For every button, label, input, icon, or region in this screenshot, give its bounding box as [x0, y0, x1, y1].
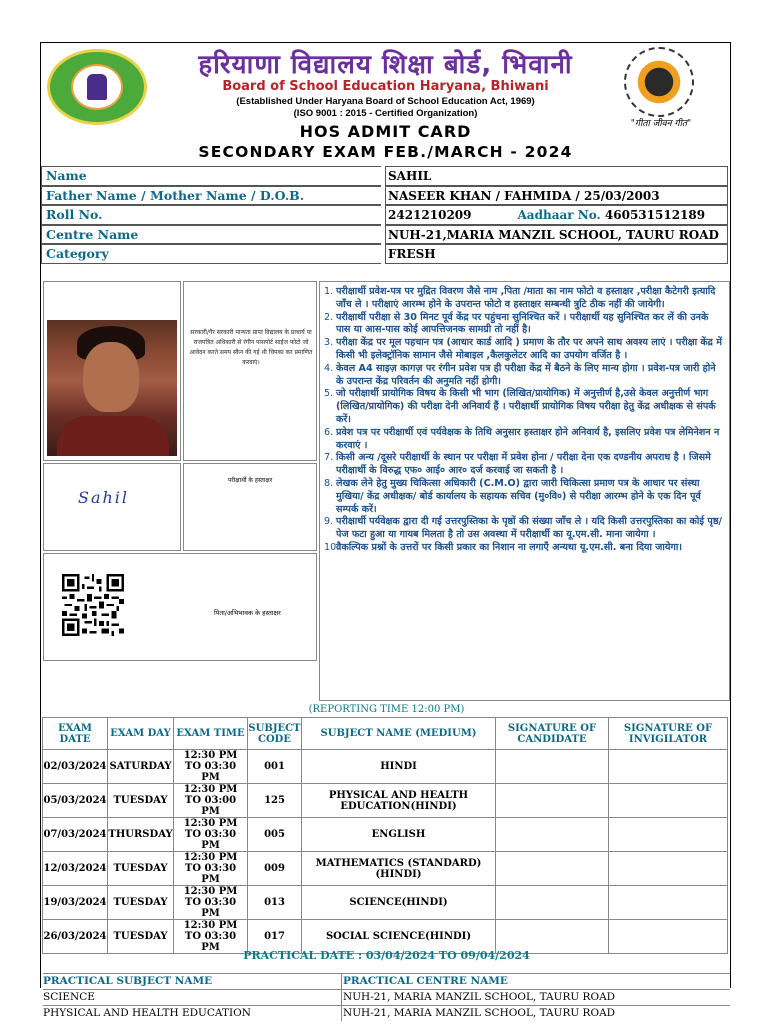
- practical-header-row: [43, 973, 730, 989]
- aadhaar-label: Aadhaar No.: [517, 208, 601, 222]
- photo-and-instructions: [43, 279, 730, 703]
- candidate-signature-box: [43, 463, 181, 551]
- exam-schedule-table: [42, 717, 728, 954]
- admit-card: [40, 42, 731, 1019]
- practical-table: [43, 973, 730, 1021]
- candidate-photo: [47, 320, 177, 456]
- instruction-item: 6. प्रवेश पत्र पर परीक्षार्थी एवं पर्यवेक्षक के तिथि अनुसार हस्ताक्षर होने अनिवार्य है, इसलिए प्रवेश पत्र लेमिनेशन न करवाएं ।: [324, 426, 720, 451]
- info-row-parents-dob: [41, 186, 732, 206]
- board-logo-icon: [47, 49, 147, 125]
- instruction-item: 2. परीक्षार्थी परीक्षा से 30 मिनट पूर्व केंद्र पर पहुंचना सुनिश्चित करें । परीक्षार्थी यह सुनिश्चित कर लें की उनके पास या आस-पास कोई आपत्तिजनक सामग्री तो नहीं है।: [324, 311, 709, 336]
- roll-value: 2421210209: [388, 208, 472, 222]
- table-row: SCIENCE NUH-21, MARIA MANZIL SCHOOL, TAURU ROAD: [43, 989, 730, 1005]
- roll-label: Roll No.: [41, 205, 381, 225]
- col-practical-subject: PRACTICAL SUBJECT NAME: [43, 973, 341, 989]
- instructions-list: [324, 286, 725, 555]
- col-invigilator-signature: SIGNATURE OF INVIGILATOR: [609, 718, 728, 750]
- examinee-signature-box: [183, 463, 317, 551]
- table-row: 02/03/2024 SATURDAY 12:30 PM TO 03:30 PM 001 HINDI: [43, 750, 728, 784]
- category-value: FRESH: [385, 244, 728, 264]
- info-row-centre: [41, 225, 732, 245]
- guardian-signature-label: पिता/अभिभावक के हस्ताक्षर: [214, 609, 281, 617]
- table-row: 07/03/2024 THURSDAY 12:30 PM TO 03:30 PM 005 ENGLISH: [43, 818, 728, 852]
- name-label: Name: [41, 166, 381, 186]
- parents-dob-value: NASEER KHAN / FAHMIDA / 25/03/2003: [385, 186, 728, 206]
- col-exam-date: EXAM DATE: [43, 718, 108, 750]
- instruction-item: 5. जो परीक्षार्थी प्रायोगिक विषय के किसी भी भाग (लिखित/प्रायोगिक) में अनुत्तीर्ण है,उसे केवल अनुत्तीर्ण भाग (लिखित/प्रायोगिक) की परीक्षा देनी अनिवार्य हैं । परीक्षार्थी प्रायोगिक विषय परीक्षा हेतु केंद्र अधीक्षक से संपर्क करें।: [324, 388, 716, 425]
- instruction-item: 8. लेखक लेने हेतु मुख्य चिकित्सा अधिकारी (C.M.O) द्वारा जारी चिकित्सा प्रमाण पत्र के आधार पर संस्था मुखिया/ केंद्र अधीक्षक/ बोर्ड कार्यालय के सहायक सचिव (मु०वि०) से परीक्षा आरम्भ होने के एक दिन पूर्व सम्पर्क करें।: [324, 477, 701, 515]
- name-value: SAHIL: [385, 166, 728, 186]
- iso-certification: (ISO 9001 : 2015 - Certified Organization): [293, 108, 478, 119]
- schedule-header-row: [43, 718, 728, 750]
- board-english-title: Board of School Education Haryana, Bhiwani: [222, 79, 549, 94]
- candidate-signature: Sahil: [78, 488, 130, 507]
- exam-title: SECONDARY EXAM FEB./MARCH - 2024: [198, 143, 573, 161]
- info-row-roll: [41, 205, 732, 225]
- instruction-item: 7. किसी अन्य /दूसरे परीक्षार्थी के स्थान पर परीक्षा में प्रवेश होना / परीक्षा देना एक दण्डनीय अपराध है । जिसमे परीक्षार्थी के विरुद्ध एफ० आई० आर० दर्ज करवाई जा सकती है ।: [324, 452, 711, 477]
- roll-aadhaar-value: [385, 205, 728, 225]
- col-subject-code: SUBJECT CODE: [248, 718, 302, 750]
- emblem-motto: "गीता जीवन गीत": [630, 119, 692, 129]
- instruction-item: 1. परीक्षार्थी प्रवेश-पत्र पर मुद्रित विवरण जैसे नाम ,पिता /माता का नाम फोटो व हस्ताक्षर ,परीक्षा कैटेगरी इत्यादि जाँच ले । परीक्षाएं आरम्भ होने के उपरान्त फोटो व हस्ताक्षर सम्बन्धी त्रुटि ठीक नहीं की जायेगी।: [324, 286, 716, 310]
- col-candidate-signature: SIGNATURE OF CANDIDATE: [496, 718, 609, 750]
- table-row: 12/03/2024 TUESDAY 12:30 PM TO 03:30 PM 009 MATHEMATICS (STANDARD) (HINDI): [43, 852, 728, 886]
- attestation-box: [183, 281, 317, 461]
- info-row-category: [41, 244, 732, 264]
- parents-dob-label: Father Name / Mother Name / D.O.B.: [41, 186, 381, 206]
- qr-box: [43, 553, 317, 661]
- instruction-item: 9. परीक्षार्थी पर्यवेक्षक द्वारा दी गई उत्तरपुस्तिका के पृष्ठों की संख्या जाँच ले । यदि किसी उत्तरपुस्तिका का कोई पृष्ठ/पेज फटा हुआ या गायब मिलता है तो उस अवस्था में परीक्षार्थी का यू.एम.सी. माना जायेगा ।: [324, 516, 723, 541]
- card-title: HOS ADMIT CARD: [299, 122, 472, 141]
- col-practical-centre: PRACTICAL CENTRE NAME: [341, 973, 730, 989]
- instruction-item: 4. केवल A4 साइज़ कागज़ पर रंगीन प्रवेश पत्र ही परीक्षा केंद्र में बैठने के लिए मान्य होगा । प्रवेश-पत्र जारी होने के उपरान्त केंद्र परिवर्तन की अनुमति नहीं होगी।: [324, 362, 716, 387]
- col-subject-name: SUBJECT NAME (MEDIUM): [302, 718, 496, 750]
- student-info: [41, 166, 732, 264]
- aadhaar-value: 460531512189: [604, 208, 706, 222]
- centre-value: NUH-21,MARIA MANZIL SCHOOL, TAURU ROAD: [385, 225, 728, 245]
- table-row: 05/03/2024 TUESDAY 12:30 PM TO 03:00 PM 125 PHYSICAL AND HEALTH EDUCATION(HINDI): [43, 784, 728, 818]
- attestation-note: सरकारी/गैर सरकारी मान्यता प्राप्त विद्यालय के प्राचार्य या राजपत्रित अधिकारी से रंगीन पासपोर्ट साईज फोटो जो आवेदन करते समय स्कैन की गई थी चिपका कर प्रमाणित करवाएं।: [189, 329, 313, 366]
- instruction-item: 3. परीक्षा केंद्र पर मूल पहचान पत्र (आधार कार्ड आदि ) प्रमाण के तौर पर अपने साथ अवश्य लाएं । परीक्षा केंद्र में किसी भी इलेक्ट्रॉनिक सामान जैसे मोबाइल ,कैलकुलेटर आदि का उपयोग वर्जित है ।: [324, 337, 722, 361]
- table-row: PHYSICAL AND HEALTH EDUCATION NUH-21, MARIA MANZIL SCHOOL, TAURU ROAD: [43, 1005, 730, 1021]
- examinee-signature-label: परीक्षार्थी के हस्ताक्षर: [227, 477, 273, 484]
- board-hindi-title: हरियाणा विद्यालय शिक्षा बोर्ड, भिवानी: [198, 50, 573, 80]
- table-row: 19/03/2024 TUESDAY 12:30 PM TO 03:30 PM 013 SCIENCE(HINDI): [43, 886, 728, 920]
- practical-date: PRACTICAL DATE : 03/04/2024 TO 09/04/2024: [243, 949, 530, 962]
- category-label: Category: [41, 244, 381, 264]
- centre-label: Centre Name: [41, 225, 381, 245]
- emblem-logo-icon: [606, 47, 716, 129]
- table-row: 26/03/2024 TUESDAY 12:30 PM TO 03:30 PM 017 SOCIAL SCIENCE(HINDI): [43, 920, 728, 954]
- qr-code-icon: [62, 574, 124, 636]
- reporting-time: (REPORTING TIME 12:00 PM): [308, 704, 465, 715]
- info-row-name: [41, 166, 732, 186]
- board-header: [41, 43, 730, 163]
- photo-box: [43, 281, 181, 461]
- col-exam-day: EXAM DAY: [108, 718, 174, 750]
- board-established-note: (Established Under Haryana Board of School Education Act, 1969): [236, 96, 535, 107]
- col-exam-time: EXAM TIME: [174, 718, 248, 750]
- instructions-panel: [319, 281, 730, 701]
- instruction-item: 10. वैकल्पिक प्रश्नों के उत्तरों पर किसी प्रकार का निशान ना लगाएँ अन्यथा यू.एम.सी. बना दिया जायेगा।: [324, 541, 682, 553]
